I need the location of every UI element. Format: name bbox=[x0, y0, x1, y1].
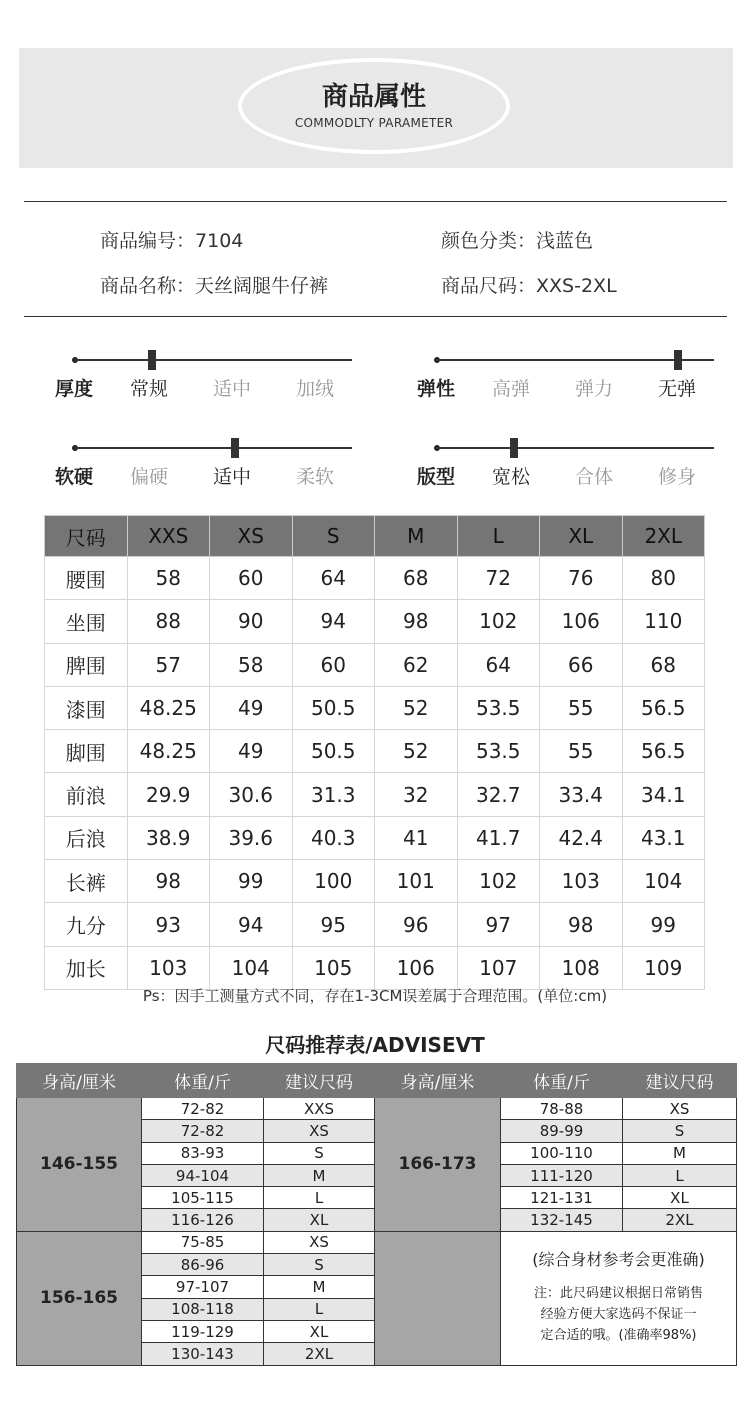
row-label: 后浪 bbox=[45, 816, 128, 859]
advise-header-cell: 建议尺码 bbox=[623, 1064, 737, 1098]
suggested-size: S bbox=[264, 1254, 375, 1276]
size-value: 50.5 bbox=[292, 686, 375, 729]
attribute-option: 偏硬 bbox=[130, 466, 169, 488]
size-value: 29.9 bbox=[127, 773, 210, 816]
size-value: 110 bbox=[622, 600, 705, 643]
product-code: 商品编号：7104 bbox=[100, 230, 244, 252]
table-row bbox=[45, 773, 705, 816]
height-range: 156-165 bbox=[17, 1231, 142, 1365]
size-value: 31.3 bbox=[292, 773, 375, 816]
size-value: 55 bbox=[540, 686, 623, 729]
product-color: 颜色分类：浅蓝色 bbox=[441, 230, 594, 252]
size-value: 52 bbox=[375, 730, 458, 773]
table-row bbox=[45, 860, 705, 903]
size-value: 40.3 bbox=[292, 816, 375, 859]
weight-range: 83-93 bbox=[142, 1142, 264, 1164]
suggested-size: XL bbox=[264, 1209, 375, 1231]
size-value: 62 bbox=[375, 643, 458, 686]
size-value: 60 bbox=[292, 643, 375, 686]
suggested-size: 2XL bbox=[264, 1343, 375, 1365]
weight-range: 132-145 bbox=[501, 1209, 623, 1231]
size-value: 93 bbox=[127, 903, 210, 946]
size-value: 98 bbox=[127, 860, 210, 903]
advise-note bbox=[501, 1231, 737, 1365]
weight-range: 100-110 bbox=[501, 1142, 623, 1164]
size-table bbox=[44, 515, 705, 990]
size-value: 100 bbox=[292, 860, 375, 903]
weight-range: 116-126 bbox=[142, 1209, 264, 1231]
suggested-size: L bbox=[623, 1164, 737, 1186]
suggested-size: S bbox=[264, 1142, 375, 1164]
row-label: 脾围 bbox=[45, 643, 128, 686]
size-value: 48.25 bbox=[127, 730, 210, 773]
size-header-cell: M bbox=[375, 516, 458, 557]
size-value: 39.6 bbox=[210, 816, 293, 859]
attribute-name: 弹性 bbox=[417, 378, 456, 400]
size-header-cell: XS bbox=[210, 516, 293, 557]
divider-bottom bbox=[24, 316, 727, 317]
attribute-option: 弹力 bbox=[575, 378, 614, 400]
size-value: 60 bbox=[210, 557, 293, 600]
suggested-size: XS bbox=[264, 1120, 375, 1142]
size-value: 76 bbox=[540, 557, 623, 600]
size-value: 48.25 bbox=[127, 686, 210, 729]
attribute-name: 软硬 bbox=[55, 466, 94, 488]
page-subtitle: COMMODLTY PARAMETER bbox=[294, 116, 454, 130]
size-value: 103 bbox=[540, 860, 623, 903]
size-value: 99 bbox=[622, 903, 705, 946]
weight-range: 130-143 bbox=[142, 1343, 264, 1365]
size-value: 80 bbox=[622, 557, 705, 600]
row-label: 腰围 bbox=[45, 557, 128, 600]
size-value: 109 bbox=[622, 946, 705, 989]
weight-range: 108-118 bbox=[142, 1298, 264, 1320]
size-header-cell: S bbox=[292, 516, 375, 557]
weight-range: 89-99 bbox=[501, 1120, 623, 1142]
size-header-cell: 尺码 bbox=[45, 516, 128, 557]
advise-header-cell: 体重/斤 bbox=[142, 1064, 264, 1098]
table-row bbox=[45, 816, 705, 859]
size-value: 38.9 bbox=[127, 816, 210, 859]
attribute-option: 常规 bbox=[130, 378, 169, 400]
advise-header-cell: 身高/厘米 bbox=[375, 1064, 501, 1098]
size-value: 103 bbox=[127, 946, 210, 989]
height-range: 146-155 bbox=[17, 1098, 142, 1232]
size-value: 101 bbox=[375, 860, 458, 903]
suggested-size: 2XL bbox=[623, 1209, 737, 1231]
size-value: 42.4 bbox=[540, 816, 623, 859]
weight-range: 86-96 bbox=[142, 1254, 264, 1276]
size-value: 94 bbox=[210, 903, 293, 946]
size-value: 102 bbox=[457, 860, 540, 903]
size-value: 88 bbox=[127, 600, 210, 643]
size-value: 56.5 bbox=[622, 730, 705, 773]
row-label: 坐围 bbox=[45, 600, 128, 643]
row-label: 脚围 bbox=[45, 730, 128, 773]
suggested-size: M bbox=[264, 1276, 375, 1298]
size-value: 41.7 bbox=[457, 816, 540, 859]
weight-range: 119-129 bbox=[142, 1320, 264, 1342]
table-row bbox=[45, 686, 705, 729]
size-value: 58 bbox=[210, 643, 293, 686]
weight-range: 78-88 bbox=[501, 1098, 623, 1120]
note-line: 注：此尺码建议根据日常销售 bbox=[533, 1285, 703, 1301]
table-row bbox=[17, 1098, 737, 1120]
advise-header-cell: 身高/厘米 bbox=[17, 1064, 142, 1098]
page-title: 商品属性 bbox=[321, 82, 426, 112]
size-value: 72 bbox=[457, 557, 540, 600]
row-label: 漆围 bbox=[45, 686, 128, 729]
table-row bbox=[17, 1231, 737, 1253]
attribute-option: 适中 bbox=[213, 378, 252, 400]
size-table-header bbox=[45, 516, 705, 557]
scale-line bbox=[436, 447, 714, 449]
attribute-option: 适中 bbox=[213, 466, 252, 488]
suggested-size: XXS bbox=[264, 1098, 375, 1120]
header-oval bbox=[238, 58, 510, 154]
weight-range: 72-82 bbox=[142, 1120, 264, 1142]
weight-range: 72-82 bbox=[142, 1098, 264, 1120]
size-value: 50.5 bbox=[292, 730, 375, 773]
attribute-option: 加绒 bbox=[296, 378, 335, 400]
size-value: 106 bbox=[540, 600, 623, 643]
table-row bbox=[45, 600, 705, 643]
attribute-name: 厚度 bbox=[55, 378, 94, 400]
suggested-size: M bbox=[623, 1142, 737, 1164]
weight-range: 111-120 bbox=[501, 1164, 623, 1186]
size-value: 57 bbox=[127, 643, 210, 686]
suggested-size: L bbox=[264, 1187, 375, 1209]
size-value: 53.5 bbox=[457, 686, 540, 729]
note-title: (综合身材参考会更准确) bbox=[532, 1249, 705, 1269]
size-value: 30.6 bbox=[210, 773, 293, 816]
row-label: 九分 bbox=[45, 903, 128, 946]
size-value: 99 bbox=[210, 860, 293, 903]
size-value: 56.5 bbox=[622, 686, 705, 729]
note-line: 定合适的哦。(准确率98%) bbox=[540, 1327, 697, 1343]
size-value: 97 bbox=[457, 903, 540, 946]
attribute-option: 无弹 bbox=[658, 378, 697, 400]
size-value: 105 bbox=[292, 946, 375, 989]
suggested-size: XS bbox=[264, 1231, 375, 1253]
weight-range: 94-104 bbox=[142, 1164, 264, 1186]
table-row bbox=[45, 946, 705, 989]
divider-top bbox=[24, 201, 727, 202]
table-row bbox=[45, 643, 705, 686]
size-value: 108 bbox=[540, 946, 623, 989]
size-value: 68 bbox=[375, 557, 458, 600]
weight-range: 75-85 bbox=[142, 1231, 264, 1253]
measurement-note: Ps：因手工测量方式不同，存在1-3CM误差属于合理范围。(单位:cm) bbox=[142, 987, 608, 1005]
blank-cell bbox=[375, 1231, 501, 1365]
size-value: 96 bbox=[375, 903, 458, 946]
size-header-cell: L bbox=[457, 516, 540, 557]
scale-line bbox=[74, 359, 352, 361]
product-size: 商品尺码：XXS-2XL bbox=[441, 275, 617, 297]
note-line: 经验方便大家选码不保证一 bbox=[540, 1306, 697, 1322]
suggested-size: M bbox=[264, 1164, 375, 1186]
size-value: 106 bbox=[375, 946, 458, 989]
advise-header-cell: 建议尺码 bbox=[264, 1064, 375, 1098]
size-value: 95 bbox=[292, 903, 375, 946]
suggested-size: S bbox=[623, 1120, 737, 1142]
scale-marker bbox=[148, 350, 156, 370]
size-value: 58 bbox=[127, 557, 210, 600]
size-value: 64 bbox=[292, 557, 375, 600]
suggested-size: XS bbox=[623, 1098, 737, 1120]
advise-header-cell: 体重/斤 bbox=[501, 1064, 623, 1098]
size-value: 104 bbox=[210, 946, 293, 989]
size-value: 55 bbox=[540, 730, 623, 773]
row-label: 前浪 bbox=[45, 773, 128, 816]
advise-table-header bbox=[17, 1064, 737, 1098]
size-value: 90 bbox=[210, 600, 293, 643]
row-label: 加长 bbox=[45, 946, 128, 989]
product-name: 商品名称：天丝阔腿牛仔裤 bbox=[100, 275, 329, 297]
height-range: 166-173 bbox=[375, 1098, 501, 1232]
attribute-option: 宽松 bbox=[492, 466, 531, 488]
attribute-name: 版型 bbox=[417, 466, 456, 488]
size-value: 41 bbox=[375, 816, 458, 859]
advise-title: 尺码推荐表/ADVISEVT bbox=[265, 1033, 485, 1057]
size-value: 49 bbox=[210, 730, 293, 773]
size-value: 32.7 bbox=[457, 773, 540, 816]
suggested-size: XL bbox=[623, 1187, 737, 1209]
size-value: 33.4 bbox=[540, 773, 623, 816]
size-value: 98 bbox=[540, 903, 623, 946]
suggested-size: XL bbox=[264, 1320, 375, 1342]
size-value: 53.5 bbox=[457, 730, 540, 773]
size-value: 102 bbox=[457, 600, 540, 643]
size-value: 32 bbox=[375, 773, 458, 816]
scale-marker bbox=[231, 438, 239, 458]
table-row bbox=[45, 557, 705, 600]
size-header-cell: 2XL bbox=[622, 516, 705, 557]
advise-table bbox=[16, 1063, 737, 1366]
size-value: 64 bbox=[457, 643, 540, 686]
size-value: 107 bbox=[457, 946, 540, 989]
size-value: 98 bbox=[375, 600, 458, 643]
row-label: 长裤 bbox=[45, 860, 128, 903]
table-row bbox=[45, 903, 705, 946]
attribute-option: 合体 bbox=[575, 466, 614, 488]
size-value: 52 bbox=[375, 686, 458, 729]
attribute-option: 柔软 bbox=[296, 466, 335, 488]
size-value: 34.1 bbox=[622, 773, 705, 816]
size-value: 49 bbox=[210, 686, 293, 729]
size-value: 66 bbox=[540, 643, 623, 686]
size-value: 94 bbox=[292, 600, 375, 643]
scale-marker bbox=[510, 438, 518, 458]
table-row bbox=[45, 730, 705, 773]
size-header-cell: XL bbox=[540, 516, 623, 557]
weight-range: 105-115 bbox=[142, 1187, 264, 1209]
scale-line bbox=[436, 359, 714, 361]
weight-range: 97-107 bbox=[142, 1276, 264, 1298]
scale-line bbox=[74, 447, 352, 449]
attribute-option: 修身 bbox=[658, 466, 697, 488]
size-value: 68 bbox=[622, 643, 705, 686]
suggested-size: L bbox=[264, 1298, 375, 1320]
size-value: 104 bbox=[622, 860, 705, 903]
attribute-option: 高弹 bbox=[492, 378, 531, 400]
size-value: 43.1 bbox=[622, 816, 705, 859]
scale-marker bbox=[674, 350, 682, 370]
weight-range: 121-131 bbox=[501, 1187, 623, 1209]
size-header-cell: XXS bbox=[127, 516, 210, 557]
